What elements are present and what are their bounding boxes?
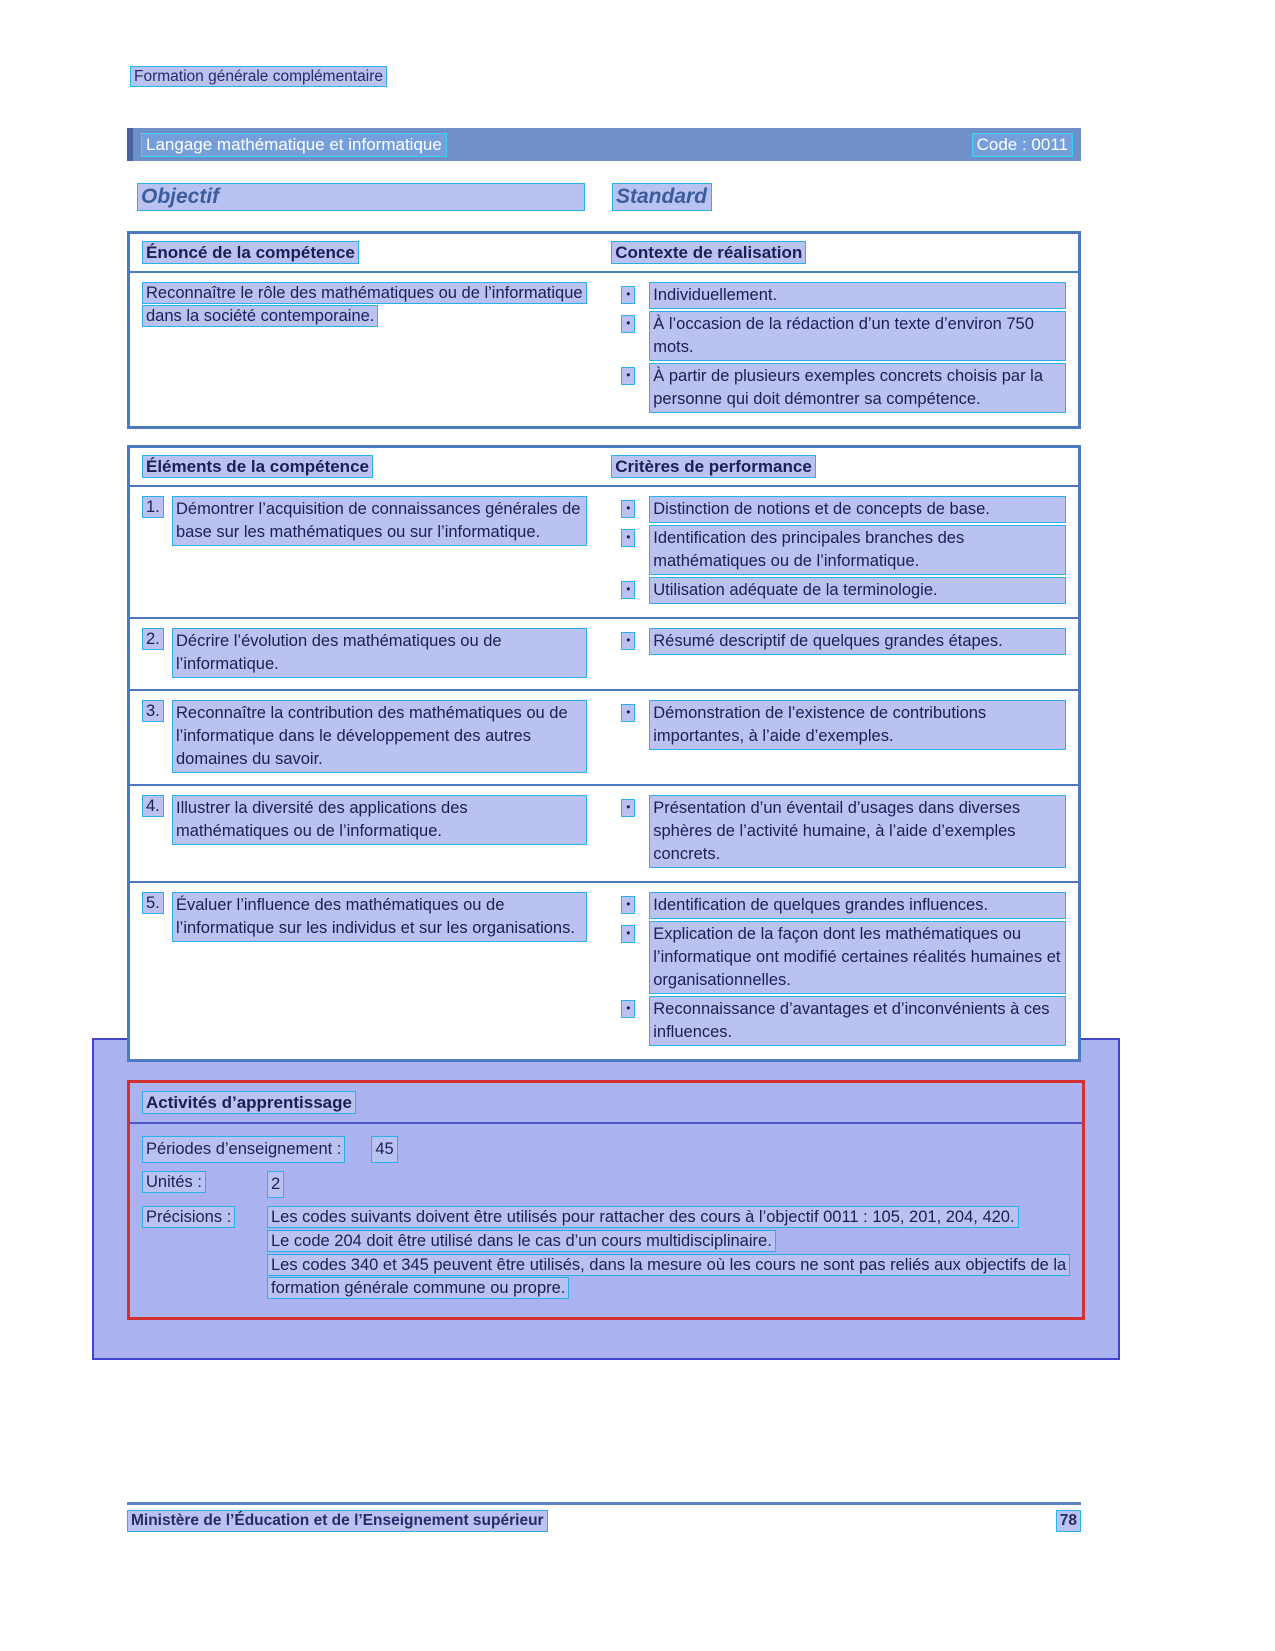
element-cell	[130, 487, 599, 617]
criteria-item: Explication de la façon dont les mathématiques ou l’informatique ont modifié certaines réalités humaines et organisationnelles.	[649, 921, 1066, 994]
breadcrumb	[130, 68, 1275, 86]
bullet-item	[621, 282, 1066, 309]
section-headings	[137, 183, 1275, 211]
unites-label: Unités :	[142, 1171, 206, 1193]
enonce-text: Reconnaître le rôle des mathématiques ou de l’informatique dans la société contemporaine.	[142, 282, 587, 327]
activities-rows	[130, 1124, 1082, 1317]
element-cell	[130, 691, 599, 784]
page-footer	[127, 1502, 1081, 1532]
table-row	[130, 784, 1078, 881]
criteria-item: Utilisation adéquate de la terminologie.	[649, 577, 1066, 604]
criteria-item: Démonstration de l’existence de contributions importantes, à l’aide d’exemples.	[649, 700, 1066, 750]
col-header-elements: Éléments de la compétence	[130, 448, 599, 485]
col-header-enonce: Énoncé de la compétence	[130, 234, 599, 271]
bullet-icon: •	[621, 700, 649, 750]
precisions-label: Précisions :	[142, 1206, 235, 1228]
criteria-item: Résumé descriptif de quelques grandes étapes.	[649, 628, 1066, 655]
breadcrumb-label: Formation générale complémentaire	[130, 66, 387, 87]
criteria-item: Identification des principales branches des mathématiques ou de l’informatique.	[649, 525, 1066, 575]
table-row	[130, 617, 1078, 689]
document-title-bar	[127, 128, 1081, 161]
enonce-cell	[130, 273, 599, 426]
precisions-text	[267, 1206, 1070, 1301]
elements-table-header	[130, 448, 1078, 487]
precisions-label-wrap	[142, 1206, 267, 1301]
criteria-cell	[599, 883, 1078, 1059]
criteria-item: Identification de quelques grandes influences.	[649, 892, 1066, 919]
periodes-label: Périodes d’enseignement :	[142, 1136, 345, 1163]
bullet-icon: •	[621, 282, 649, 309]
precision-line: Les codes suivants doivent être utilisés pour rattacher des cours à l’objectif 0011 : 105, 201, 204, 420.	[267, 1206, 1070, 1229]
bullet-icon: •	[621, 892, 649, 919]
page-number: 78	[1056, 1510, 1081, 1532]
precision-line: Les codes 340 et 345 peuvent être utilisés, dans la mesure où les cours ne sont pas reliés aux objectifs de la formation générale commune ou propre.	[267, 1254, 1070, 1300]
bullet-icon: •	[621, 996, 649, 1046]
element-number: 5.	[142, 892, 172, 942]
bullet-icon: •	[621, 577, 649, 604]
activities-title: Activités d’apprentissage	[130, 1083, 1082, 1124]
element-text: Démontrer l’acquisition de connaissances générales de base sur les mathématiques ou sur l’informatique.	[172, 496, 587, 546]
bullet-item	[621, 577, 1066, 604]
bullet-icon: •	[621, 921, 649, 994]
element-text: Décrire l’évolution des mathématiques ou de l’informatique.	[172, 628, 587, 678]
col-header-contexte: Contexte de réalisation	[599, 234, 1078, 271]
element-number: 2.	[142, 628, 172, 678]
activities-panel	[127, 1080, 1085, 1320]
document-title: Langage mathématique et informatique	[141, 133, 447, 157]
periodes-value: 45	[371, 1136, 397, 1163]
table-row	[130, 487, 1078, 617]
contexte-cell	[599, 273, 1078, 426]
element-cell	[130, 619, 599, 689]
criteria-item: Reconnaissance d’avantages et d’inconvénients à ces influences.	[649, 996, 1066, 1046]
table-row	[130, 273, 1078, 426]
element-number: 3.	[142, 700, 172, 773]
criteria-cell	[599, 619, 1078, 689]
unites-label-wrap	[142, 1171, 267, 1198]
table-row	[130, 881, 1078, 1059]
bullet-item	[621, 795, 1066, 868]
bullet-item	[621, 496, 1066, 523]
bullet-item	[621, 363, 1066, 413]
heading-standard: Standard	[612, 183, 712, 211]
contexte-item: Individuellement.	[649, 282, 1066, 309]
element-text: Évaluer l’influence des mathématiques ou de l’informatique sur les individus et sur les organisations.	[172, 892, 587, 942]
element-number: 1.	[142, 496, 172, 546]
element-cell	[130, 883, 599, 1059]
unites-value: 2	[267, 1171, 284, 1198]
bullet-item	[621, 700, 1066, 750]
competence-table-header	[130, 234, 1078, 273]
bullet-icon: •	[621, 795, 649, 868]
unites-row	[130, 1167, 1082, 1202]
competence-table	[127, 231, 1081, 429]
bullet-icon: •	[621, 525, 649, 575]
bullet-item	[621, 921, 1066, 994]
bullet-item	[621, 525, 1066, 575]
ministry-name: Ministère de l’Éducation et de l’Enseignement supérieur	[127, 1510, 548, 1532]
criteria-cell	[599, 487, 1078, 617]
element-number: 4.	[142, 795, 172, 845]
element-cell	[130, 786, 599, 881]
criteria-item: Distinction de notions et de concepts de base.	[649, 496, 1066, 523]
bullet-item	[621, 892, 1066, 919]
periodes-row	[130, 1132, 1082, 1167]
element-text: Illustrer la diversité des applications des mathématiques ou de l’informatique.	[172, 795, 587, 845]
criteria-cell	[599, 786, 1078, 881]
heading-objectif: Objectif	[137, 183, 585, 211]
precisions-row	[130, 1202, 1082, 1305]
contexte-item: À l’occasion de la rédaction d’un texte d’environ 750 mots.	[649, 311, 1066, 361]
table-row	[130, 689, 1078, 784]
criteria-cell	[599, 691, 1078, 784]
bullet-item	[621, 311, 1066, 361]
bullet-icon: •	[621, 311, 649, 361]
bullet-item	[621, 628, 1066, 655]
bullet-icon: •	[621, 496, 649, 523]
bullet-icon: •	[621, 628, 649, 655]
activities-box	[92, 1038, 1120, 1360]
col-header-criteres: Critères de performance	[599, 448, 1078, 485]
criteria-item: Présentation d’un éventail d’usages dans diverses sphères de l’activité humaine, à l’aide d’exemples concrets.	[649, 795, 1066, 868]
contexte-item: À partir de plusieurs exemples concrets choisis par la personne qui doit démontrer sa compétence.	[649, 363, 1066, 413]
precision-line: Le code 204 doit être utilisé dans le cas d’un cours multidisciplinaire.	[267, 1230, 1070, 1253]
document-code: Code : 0011	[972, 133, 1073, 157]
bullet-item	[621, 996, 1066, 1046]
element-text: Reconnaître la contribution des mathématiques ou de l’informatique dans le développement des autres domaines du savoir.	[172, 700, 587, 773]
bullet-icon: •	[621, 363, 649, 413]
elements-table	[127, 445, 1081, 1062]
